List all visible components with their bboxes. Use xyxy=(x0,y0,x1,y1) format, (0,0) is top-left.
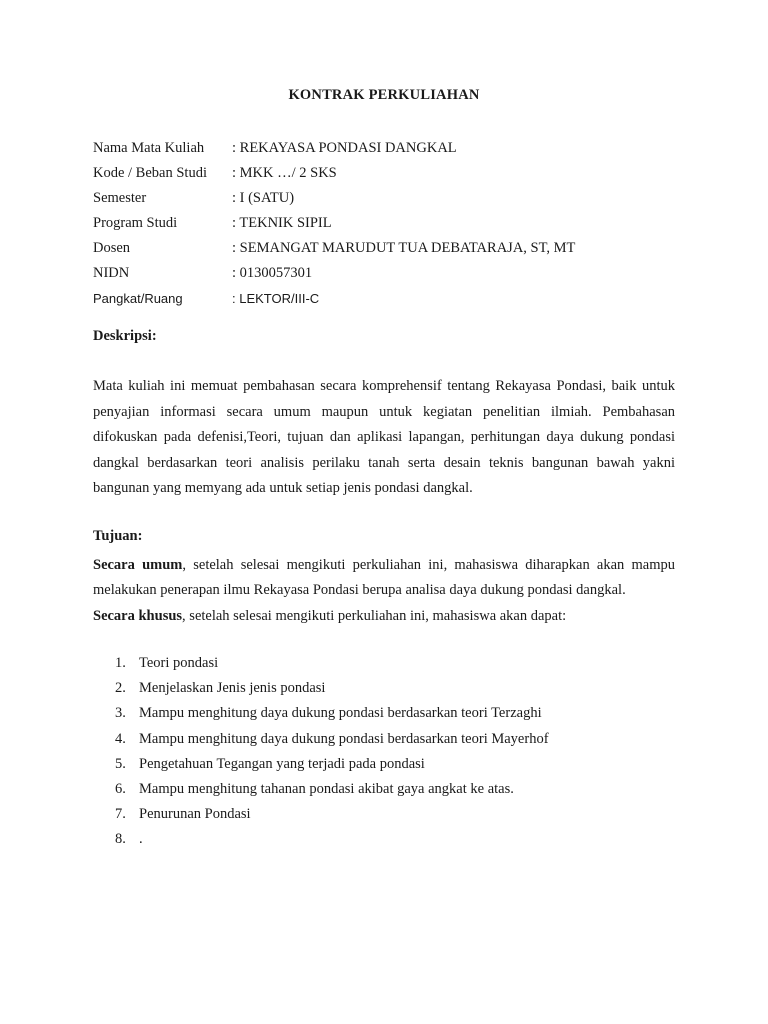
list-text: Teori pondasi xyxy=(139,655,219,671)
info-label: Kode / Beban Studi xyxy=(93,165,207,181)
list-item xyxy=(115,676,549,701)
umum-label: Secara umum xyxy=(93,557,183,573)
list-number: 3. xyxy=(115,705,126,722)
list-text: . xyxy=(139,831,143,848)
list-text: Menjelaskan Jenis jenis pondasi xyxy=(139,680,326,697)
info-value: : MKK …/ 2 SKS xyxy=(232,165,337,181)
info-row-rank xyxy=(93,286,575,311)
document-title: KONTRAK PERKULIAHAN xyxy=(288,87,480,103)
list-item xyxy=(115,651,549,676)
info-label: NIDN xyxy=(93,265,130,281)
list-text: Mampu menghitung daya dukung pondasi berdasarkan teori Terzaghi xyxy=(139,705,542,722)
list-number: 7. xyxy=(115,806,126,823)
list-item xyxy=(115,827,549,852)
list-number: 8. xyxy=(115,831,126,848)
list-item xyxy=(115,727,549,752)
info-label: Semester xyxy=(93,190,147,206)
list-item xyxy=(115,802,549,827)
list-item xyxy=(115,752,549,777)
list-text: Pengetahuan Tegangan yang terjadi pada pondasi xyxy=(139,755,425,772)
info-row-course-name xyxy=(93,136,575,161)
info-label: Dosen xyxy=(93,240,131,256)
deskripsi-heading: Deskripsi: xyxy=(93,328,157,344)
info-label: Program Studi xyxy=(93,215,178,231)
list-number: 4. xyxy=(115,730,126,747)
info-label: Pangkat/Ruang xyxy=(93,291,183,306)
list-text: Mampu menghitung tahanan pondasi akibat gaya angkat ke atas. xyxy=(139,780,514,797)
tujuan-section xyxy=(93,553,675,629)
objectives-list xyxy=(115,651,549,853)
course-info-table xyxy=(93,136,575,311)
deskripsi-paragraph: Mata kuliah ini memuat pembahasan secara komprehensif tentang Rekayasa Pondasi, baik untuk penyajian informasi secara umum maupun untuk kegiatan penelitian ilmiah. Pembahasan difokuskan pada defenisi,Teori, tujuan dan aplikasi lapangan, perhitungan daya dukung pondasi dangkal berdasarkan teori analisis perilaku tanah serta desain teknis bangunan bawah yakni bangunan yang memyang ada untuk setiap jenis pondasi dangkal. xyxy=(93,378,675,497)
info-value: : REKAYASA PONDASI DANGKAL xyxy=(232,140,457,156)
list-number: 6. xyxy=(115,780,126,797)
khusus-label: Secara khusus xyxy=(93,607,183,624)
list-number: 1. xyxy=(115,655,126,671)
list-number: 5. xyxy=(115,755,126,772)
list-item xyxy=(115,777,549,802)
tujuan-heading: Tujuan: xyxy=(93,528,143,544)
info-value: : TEKNIK SIPIL xyxy=(232,215,332,231)
list-item xyxy=(115,701,549,726)
info-row-lecturer xyxy=(93,236,575,261)
list-number: 2. xyxy=(115,680,126,697)
umum-text: , setelah selesai mengikuti perkuliahan ini, mahasiswa diharapkan akan mampu melakukan penerapan ilmu Rekayasa Pondasi berupa analisa daya dukung pondasi dangkal. xyxy=(93,557,675,599)
khusus-text: , setelah selesai mengikuti perkuliahan ini, mahasiswa akan dapat: xyxy=(182,607,567,624)
info-label: Nama Mata Kuliah xyxy=(93,140,205,156)
info-row-course-code xyxy=(93,161,575,186)
tujuan-umum-paragraph xyxy=(93,553,675,604)
info-value: : SEMANGAT MARUDUT TUA DEBATARAJA, ST, MT xyxy=(232,240,576,256)
tujuan-khusus-paragraph xyxy=(93,604,675,629)
info-row-semester xyxy=(93,186,575,211)
info-value: : I (SATU) xyxy=(232,190,295,206)
info-row-nidn xyxy=(93,261,575,286)
list-text: Mampu menghitung daya dukung pondasi berdasarkan teori Mayerhof xyxy=(139,730,549,747)
list-text: Penurunan Pondasi xyxy=(139,806,251,823)
info-row-study-program xyxy=(93,211,575,236)
info-value: : LEKTOR/III-C xyxy=(232,291,320,306)
info-value: : 0130057301 xyxy=(232,265,313,281)
